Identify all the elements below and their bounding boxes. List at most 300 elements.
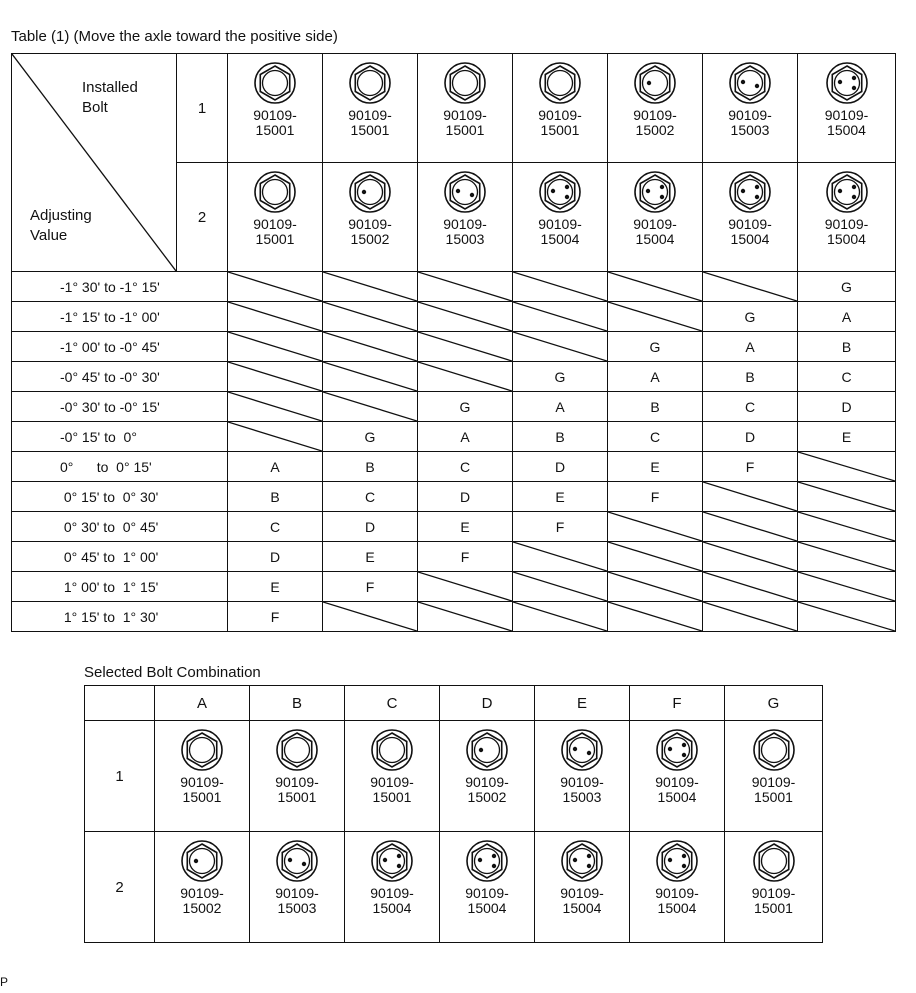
combination-code: G — [608, 332, 703, 362]
part-number-suffix: 15003 — [277, 900, 317, 916]
combination-code: B — [323, 452, 418, 482]
installed-bolt-row — [12, 54, 896, 163]
bolt-position-number: 2 — [177, 163, 228, 272]
not-applicable-slash — [608, 302, 702, 331]
bolt-cell — [630, 832, 725, 943]
not-applicable-slash — [228, 272, 322, 301]
combination-code: A — [703, 332, 798, 362]
combination-code: A — [513, 392, 608, 422]
combination-code: C — [323, 482, 418, 512]
combination-code: B — [608, 392, 703, 422]
combination-code: C — [703, 392, 798, 422]
part-number-prefix: 90109- — [443, 107, 487, 123]
bolt-mark-dot — [646, 189, 650, 193]
part-number-suffix: 15003 — [562, 789, 602, 805]
bolt-head-icon — [179, 838, 225, 884]
combination-code: E — [608, 452, 703, 482]
bolt-mark-dot — [302, 862, 306, 866]
not-applicable-slash — [323, 602, 417, 631]
not-applicable-cell — [798, 512, 896, 542]
part-number-suffix: 15001 — [754, 900, 793, 916]
part-number — [323, 108, 417, 138]
part-number — [630, 775, 724, 805]
combination-code: D — [703, 422, 798, 452]
part-number — [630, 886, 724, 916]
part-number-prefix: 90109- — [560, 885, 604, 901]
not-applicable-cell — [323, 332, 418, 362]
part-number-prefix: 90109- — [728, 107, 772, 123]
bolt-mark-dot — [479, 748, 483, 752]
not-applicable-slash — [608, 602, 702, 631]
part-number-prefix: 90109- — [253, 216, 297, 232]
combination-code: E — [798, 422, 896, 452]
bolt-cell — [608, 54, 703, 163]
bolt-mark-dot — [668, 747, 672, 751]
bolt-cell — [250, 721, 345, 832]
part-number — [513, 108, 607, 138]
adjusting-range-label: -1° 15' to -1° 00' — [12, 302, 228, 332]
not-applicable-cell — [703, 482, 798, 512]
not-applicable-slash — [798, 602, 895, 631]
bolt-position-number: 1 — [177, 54, 228, 163]
bolt-cell — [250, 832, 345, 943]
combination-code: B — [798, 332, 896, 362]
part-number-suffix: 15002 — [635, 122, 675, 138]
part-number — [440, 775, 534, 805]
not-applicable-slash — [513, 572, 607, 601]
combination-code: A — [608, 362, 703, 392]
bolt-head-icon — [559, 727, 605, 773]
adjusting-value-row — [12, 542, 896, 572]
part-number — [418, 217, 512, 247]
bolt-head-icon — [537, 60, 583, 106]
bolt-head-icon — [751, 838, 797, 884]
combination-bolt-row — [85, 832, 823, 943]
combination-code: G — [418, 392, 513, 422]
not-applicable-cell — [418, 602, 513, 632]
bolt-mark-dot — [851, 76, 855, 80]
bolt-head-icon — [347, 169, 393, 215]
bolt-head-icon — [632, 60, 678, 106]
not-applicable-slash — [703, 602, 797, 631]
combination-column-header: B — [250, 686, 345, 721]
not-applicable-slash — [798, 572, 895, 601]
bolt-head-icon — [727, 60, 773, 106]
bolt-cell — [323, 54, 418, 163]
corner-text: Bolt — [82, 99, 108, 116]
not-applicable-cell — [228, 332, 323, 362]
table2-caption: Selected Bolt Combination — [84, 664, 261, 681]
part-number — [323, 217, 417, 247]
bolt-head-icon — [442, 60, 488, 106]
combination-code: F — [608, 482, 703, 512]
part-number-prefix: 90109- — [633, 216, 677, 232]
combination-bolt-row — [85, 721, 823, 832]
part-number-suffix: 15001 — [255, 122, 295, 138]
not-applicable-slash — [608, 572, 702, 601]
bolt-cell — [323, 163, 418, 272]
part-number — [535, 886, 629, 916]
not-applicable-cell — [608, 542, 703, 572]
bolt-head-icon — [751, 727, 797, 773]
bolt-cell — [798, 54, 896, 163]
part-number-suffix: 15002 — [467, 789, 507, 805]
adjusting-range-label: -0° 15' to 0° — [12, 422, 228, 452]
bolt-mark-dot — [851, 195, 855, 199]
not-applicable-cell — [608, 602, 703, 632]
bolt-mark-dot — [194, 859, 198, 863]
bolt-mark-dot — [397, 864, 401, 868]
not-applicable-cell — [418, 302, 513, 332]
bolt-mark-dot — [682, 753, 686, 757]
not-applicable-cell — [703, 572, 798, 602]
not-applicable-cell — [798, 452, 896, 482]
not-applicable-cell — [228, 302, 323, 332]
corner-text: Value — [30, 227, 68, 244]
part-number — [798, 108, 895, 138]
bolt-mark-dot — [573, 747, 577, 751]
combination-code: B — [228, 482, 323, 512]
adjustment-table — [11, 53, 896, 632]
combination-column-header: A — [155, 686, 250, 721]
bolt-cell — [418, 163, 513, 272]
not-applicable-slash — [323, 362, 417, 391]
not-applicable-slash — [323, 392, 417, 421]
combination-code: E — [228, 572, 323, 602]
corner-header — [12, 54, 177, 272]
part-number-suffix: 15001 — [445, 122, 485, 138]
bolt-head-icon — [252, 60, 298, 106]
adjusting-value-label — [30, 206, 92, 246]
bolt-cell — [535, 832, 630, 943]
combination-code: E — [323, 542, 418, 572]
bolt-mark-dot — [362, 190, 366, 194]
adjusting-value-row — [12, 392, 896, 422]
adjusting-range-label: 1° 15' to 1° 30' — [12, 602, 228, 632]
not-applicable-cell — [608, 572, 703, 602]
combination-column-header: G — [725, 686, 823, 721]
not-applicable-cell — [418, 332, 513, 362]
combination-code: B — [703, 362, 798, 392]
not-applicable-cell — [323, 392, 418, 422]
part-number — [228, 217, 322, 247]
adjusting-range-label: 0° to 0° 15' — [12, 452, 228, 482]
part-number-prefix: 90109- — [370, 885, 414, 901]
not-applicable-slash — [513, 302, 607, 331]
combination-code: C — [228, 512, 323, 542]
combination-code: G — [513, 362, 608, 392]
not-applicable-slash — [228, 422, 322, 451]
not-applicable-cell — [608, 272, 703, 302]
bolt-mark-dot — [660, 195, 664, 199]
not-applicable-cell — [513, 572, 608, 602]
part-number-suffix: 15003 — [730, 122, 770, 138]
combination-code: B — [513, 422, 608, 452]
not-applicable-slash — [228, 362, 322, 391]
bolt-cell — [703, 163, 798, 272]
adjusting-value-row — [12, 302, 896, 332]
adjusting-range-label: 0° 15' to 0° 30' — [12, 482, 228, 512]
part-number — [345, 775, 439, 805]
bolt-combination-table — [84, 685, 823, 943]
not-applicable-cell — [228, 392, 323, 422]
bolt-cell — [725, 832, 823, 943]
bolt-head-icon — [727, 169, 773, 215]
part-number — [608, 217, 702, 247]
corner-text: Installed — [82, 79, 138, 96]
not-applicable-slash — [798, 452, 895, 481]
part-number-prefix: 90109- — [538, 107, 582, 123]
not-applicable-cell — [798, 482, 896, 512]
part-number-prefix: 90109- — [751, 885, 796, 901]
not-applicable-slash — [608, 542, 702, 571]
part-number — [703, 217, 797, 247]
not-applicable-slash — [513, 272, 607, 301]
part-number — [418, 108, 512, 138]
corner-text: Adjusting — [30, 207, 92, 224]
combination-code: C — [608, 422, 703, 452]
combination-code: A — [798, 302, 896, 332]
not-applicable-cell — [513, 602, 608, 632]
bolt-mark-dot — [755, 84, 759, 88]
bolt-position-number: 2 — [85, 832, 155, 943]
combination-code: G — [798, 272, 896, 302]
part-number — [155, 775, 249, 805]
bolt-head-icon — [654, 727, 700, 773]
not-applicable-slash — [703, 572, 797, 601]
adjusting-value-row — [12, 452, 896, 482]
not-applicable-slash — [418, 572, 512, 601]
not-applicable-slash — [798, 512, 895, 541]
combination-code: C — [798, 362, 896, 392]
part-number-prefix: 90109- — [443, 216, 487, 232]
bolt-head-icon — [274, 838, 320, 884]
adjusting-value-row — [12, 272, 896, 302]
part-number-prefix: 90109- — [348, 107, 392, 123]
combination-column-header: E — [535, 686, 630, 721]
part-number-prefix: 90109- — [370, 774, 414, 790]
bolt-mark-dot — [288, 858, 292, 862]
part-number-prefix: 90109- — [824, 216, 869, 232]
part-number — [725, 775, 822, 805]
combination-column-header: C — [345, 686, 440, 721]
part-number-suffix: 15001 — [350, 122, 390, 138]
part-number-suffix: 15004 — [827, 231, 866, 247]
combination-code: E — [418, 512, 513, 542]
not-applicable-cell — [513, 332, 608, 362]
not-applicable-cell — [703, 512, 798, 542]
bolt-mark-dot — [851, 86, 855, 90]
not-applicable-cell — [608, 302, 703, 332]
bolt-mark-dot — [837, 80, 841, 84]
bolt-cell — [228, 163, 323, 272]
bolt-cell — [513, 163, 608, 272]
installed-bolt-label — [82, 78, 138, 118]
not-applicable-cell — [228, 422, 323, 452]
not-applicable-cell — [228, 362, 323, 392]
bolt-cell — [418, 54, 513, 163]
not-applicable-cell — [513, 272, 608, 302]
not-applicable-cell — [703, 602, 798, 632]
not-applicable-cell — [323, 272, 418, 302]
bolt-mark-dot — [573, 858, 577, 862]
combination-code: D — [513, 452, 608, 482]
adjusting-range-label: 0° 30' to 0° 45' — [12, 512, 228, 542]
combination-code: F — [418, 542, 513, 572]
bolt-mark-dot — [682, 864, 686, 868]
not-applicable-slash — [703, 512, 797, 541]
combination-code: D — [228, 542, 323, 572]
not-applicable-cell — [418, 572, 513, 602]
bolt-cell — [608, 163, 703, 272]
bolt-mark-dot — [682, 854, 686, 858]
part-number-prefix: 90109- — [348, 216, 392, 232]
bolt-head-icon — [464, 838, 510, 884]
bolt-head-icon — [537, 169, 583, 215]
bolt-mark-dot — [837, 189, 841, 193]
part-number-suffix: 15003 — [445, 231, 485, 247]
bolt-mark-dot — [383, 858, 387, 862]
bolt-cell — [440, 832, 535, 943]
blank-header-cell — [85, 686, 155, 721]
bolt-cell — [535, 721, 630, 832]
combination-code: A — [228, 452, 323, 482]
bolt-head-icon — [824, 169, 870, 215]
bolt-head-icon — [347, 60, 393, 106]
not-applicable-slash — [323, 272, 417, 301]
bolt-head-icon — [252, 169, 298, 215]
part-number-prefix: 90109- — [655, 774, 699, 790]
combination-column-header: F — [630, 686, 725, 721]
not-applicable-cell — [513, 302, 608, 332]
part-number-prefix: 90109- — [538, 216, 582, 232]
part-number-suffix: 15004 — [730, 231, 770, 247]
adjusting-range-label: 1° 00' to 1° 15' — [12, 572, 228, 602]
part-number-prefix: 90109- — [655, 885, 699, 901]
not-applicable-slash — [608, 512, 702, 541]
bolt-cell — [630, 721, 725, 832]
part-number-prefix: 90109- — [633, 107, 677, 123]
bolt-mark-dot — [741, 189, 745, 193]
not-applicable-slash — [418, 332, 512, 361]
adjusting-value-row — [12, 482, 896, 512]
bolt-cell — [345, 832, 440, 943]
not-applicable-slash — [513, 542, 607, 571]
part-number-prefix: 90109- — [253, 107, 297, 123]
adjusting-value-row — [12, 512, 896, 542]
part-number-prefix: 90109- — [180, 885, 224, 901]
bolt-mark-dot — [851, 185, 855, 189]
not-applicable-slash — [418, 302, 512, 331]
not-applicable-slash — [608, 272, 702, 301]
not-applicable-cell — [418, 272, 513, 302]
adjusting-range-label: -0° 45' to -0° 30' — [12, 362, 228, 392]
adjusting-value-row — [12, 362, 896, 392]
part-number — [725, 886, 822, 916]
not-applicable-slash — [323, 302, 417, 331]
bolt-head-icon — [824, 60, 870, 106]
combination-code: D — [418, 482, 513, 512]
part-number-suffix: 15001 — [277, 789, 317, 805]
part-number-prefix: 90109- — [465, 774, 509, 790]
part-number — [250, 886, 344, 916]
part-number — [228, 108, 322, 138]
bolt-mark-dot — [492, 864, 496, 868]
combination-code: A — [418, 422, 513, 452]
part-number-suffix: 15004 — [372, 900, 412, 916]
bolt-cell — [155, 832, 250, 943]
part-number-prefix: 90109- — [275, 774, 319, 790]
not-applicable-slash — [323, 332, 417, 361]
not-applicable-slash — [513, 332, 607, 361]
bolt-position-number: 1 — [85, 721, 155, 832]
part-number — [155, 886, 249, 916]
not-applicable-slash — [418, 602, 512, 631]
part-number — [608, 108, 702, 138]
bolt-head-icon — [274, 727, 320, 773]
adjusting-range-label: -0° 30' to -0° 15' — [12, 392, 228, 422]
bolt-mark-dot — [587, 751, 591, 755]
bolt-mark-dot — [565, 195, 569, 199]
not-applicable-slash — [228, 332, 322, 361]
combination-column-header: D — [440, 686, 535, 721]
part-number-suffix: 15004 — [467, 900, 507, 916]
bolt-head-icon — [369, 727, 415, 773]
part-number-suffix: 15001 — [372, 789, 412, 805]
not-applicable-slash — [703, 542, 797, 571]
not-applicable-slash — [798, 542, 895, 571]
not-applicable-cell — [418, 362, 513, 392]
part-number-suffix: 15004 — [827, 122, 866, 138]
part-number-prefix: 90109- — [465, 885, 509, 901]
bolt-head-icon — [632, 169, 678, 215]
part-number — [703, 108, 797, 138]
not-applicable-cell — [608, 512, 703, 542]
bolt-head-icon — [369, 838, 415, 884]
part-number-prefix: 90109- — [728, 216, 772, 232]
bolt-head-icon — [464, 727, 510, 773]
page-footer-mark: P — [0, 975, 9, 989]
not-applicable-slash — [513, 602, 607, 631]
not-applicable-cell — [703, 272, 798, 302]
bolt-mark-dot — [551, 189, 555, 193]
adjusting-range-label: -1° 00' to -0° 45' — [12, 332, 228, 362]
part-number — [440, 886, 534, 916]
not-applicable-cell — [798, 602, 896, 632]
bolt-head-icon — [179, 727, 225, 773]
bolt-mark-dot — [755, 195, 759, 199]
bolt-mark-dot — [682, 743, 686, 747]
part-number-suffix: 15001 — [540, 122, 580, 138]
combination-code: C — [418, 452, 513, 482]
bolt-head-icon — [654, 838, 700, 884]
not-applicable-cell — [323, 602, 418, 632]
part-number-prefix: 90109- — [560, 774, 604, 790]
not-applicable-cell — [798, 542, 896, 572]
bolt-cell — [155, 721, 250, 832]
part-number-suffix: 15001 — [182, 789, 222, 805]
part-number-suffix: 15004 — [562, 900, 602, 916]
part-number-prefix: 90109- — [751, 774, 796, 790]
not-applicable-cell — [323, 302, 418, 332]
not-applicable-slash — [798, 482, 895, 511]
bolt-head-icon — [559, 838, 605, 884]
not-applicable-slash — [418, 272, 512, 301]
not-applicable-cell — [703, 542, 798, 572]
bolt-cell — [798, 163, 896, 272]
bolt-cell — [703, 54, 798, 163]
adjusting-value-row — [12, 332, 896, 362]
